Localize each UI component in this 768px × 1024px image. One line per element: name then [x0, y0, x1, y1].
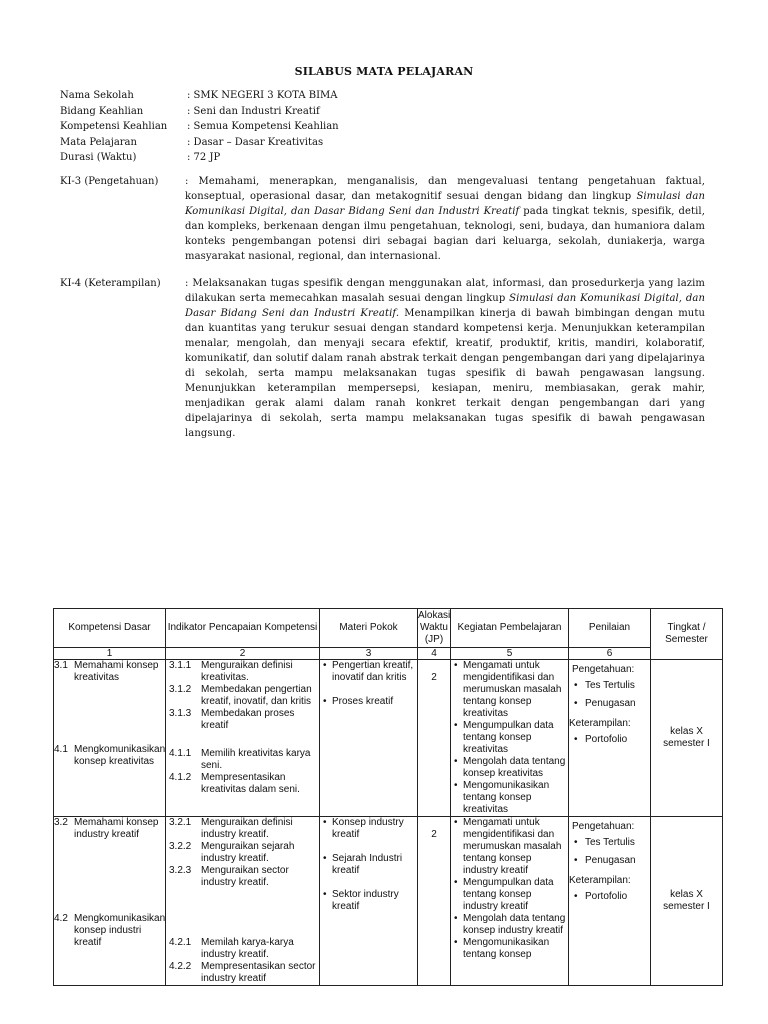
- jp-cell: 2: [418, 817, 451, 986]
- kd-item: [54, 817, 165, 841]
- indicator-number: 4.2.1: [169, 937, 192, 948]
- materi-cell: [320, 817, 418, 986]
- kd-text: Mengkomunikasikan konsep kreativitas: [74, 744, 166, 767]
- penilaian-item: • Portofolio: [569, 734, 650, 746]
- identity-label: Nama Sekolah: [60, 90, 134, 101]
- kegiatan-list: [451, 817, 568, 961]
- identity-label: Kompetensi Keahlian: [60, 121, 168, 132]
- tingkat-cell: kelas X semester I: [651, 817, 723, 986]
- indicator-text: Menguraikan sector industry kreatif.: [201, 865, 289, 888]
- column-number: 6: [569, 648, 651, 660]
- identity-label: Durasi (Waktu): [60, 152, 137, 163]
- indicator-item: [166, 708, 319, 732]
- ki4-section: [60, 276, 705, 441]
- ki3-text-part: pada tingkat teknis, spesifik, detil, dan kompleks, berkenaan dengan ilmu pengetahuan, teknologi, seni, budaya, dan humaniora dalam konteks pengembangan potensi diri sebagai bagian dari keluarga, sekolah, duniakerja, warga masyarakat nasional, regional, dan internasional.: [185, 206, 705, 262]
- indicator-text: Memilah karya-karya industry kreatif.: [201, 937, 294, 960]
- ki4-text: [185, 276, 705, 441]
- kegiatan-cell: [451, 817, 569, 986]
- materi-cell: [320, 660, 418, 817]
- penilaian-heading: Pengetahuan:: [572, 664, 635, 675]
- column-header: Indikator Pencapaian Kompetensi: [166, 609, 320, 648]
- materi-item: • Konsep industry kreatif: [332, 817, 417, 841]
- column-number: 3: [320, 648, 418, 660]
- column-header: Penilaian: [569, 609, 651, 648]
- ki3-section: [60, 174, 705, 264]
- indicator-number: 3.1.2: [169, 684, 192, 695]
- column-number: 2: [166, 648, 320, 660]
- kd-number: 4.1: [54, 744, 68, 755]
- identity-value: : 72 JP: [187, 152, 221, 163]
- penilaian-item: • Tes Tertulis: [569, 680, 650, 692]
- column-header: Kegiatan Pembelajaran: [451, 609, 569, 648]
- indicator-number: 3.2.1: [169, 817, 192, 828]
- penilaian-item: • Penugasan: [569, 855, 650, 867]
- penilaian-item: • Penugasan: [569, 698, 650, 710]
- kegiatan-item: • Mengamati untuk mengidentifikasi dan merumuskan masalah tentang konsep kreativitas: [463, 660, 568, 720]
- indicator-item: [166, 937, 319, 961]
- ki4-text-part: : Melaksanakan tugas spesifik dengan menggunakan alat, informasi, dan prosedurkerja yang lazim dilakukan serta memecahkan masalah sesuai dengan lingkup: [185, 278, 705, 304]
- indicator-text: Membedakan proses kreatif: [201, 708, 295, 731]
- identity-block: [60, 88, 339, 166]
- column-number-row: [54, 648, 723, 660]
- kd-cell: [54, 660, 166, 817]
- table-header-row: [54, 609, 723, 648]
- materi-item: • Sejarah Industri kreatif: [332, 853, 417, 877]
- indicator-number: 4.2.2: [169, 961, 192, 972]
- kd-text: Memahami konsep kreativitas: [74, 660, 159, 683]
- column-number: 4: [418, 648, 451, 660]
- ki3-text-part: : Memahami, menerapkan, menganalisis, dan mengevaluasi tentang pengetahuan faktual, konseptual, operasional dasar, dan metakognitif sesuai dengan bidang dan lingkup: [185, 176, 705, 202]
- indicator-number: 4.1.1: [169, 748, 192, 759]
- identity-label: Bidang Keahlian: [60, 105, 144, 117]
- kegiatan-item: • Mengamati untuk mengidentifikasi dan merumuskan masalah tentang konsep industry kreatif: [463, 817, 568, 877]
- penilaian-heading: Keterampilan:: [569, 875, 631, 886]
- kd-item: [54, 913, 165, 949]
- indicator-number: 3.1.3: [169, 708, 192, 719]
- identity-row: [60, 150, 339, 166]
- indicator-cell: [166, 817, 320, 986]
- indicator-text: Memilih kreativitas karya seni.: [201, 748, 311, 771]
- indicator-item: [166, 961, 319, 985]
- penilaian-cell: [569, 660, 651, 817]
- kegiatan-item: • Mengolah data tentang konsep industry kreatif: [463, 913, 568, 937]
- kd-item: [54, 660, 165, 684]
- indicator-item: [166, 841, 319, 865]
- kegiatan-item: • Mengolah data tentang konsep kreativitas: [463, 756, 568, 780]
- document-title: SILABUS MATA PELAJARAN: [294, 65, 474, 78]
- tingkat-cell: kelas X semester I: [651, 660, 723, 817]
- indicator-number: 3.2.3: [169, 865, 192, 876]
- indicator-text: Membedakan pengertian kreatif, inovatif, dan kritis: [201, 684, 312, 707]
- indicator-number: 3.2.2: [169, 841, 192, 852]
- ki3-text-italic: Simulasi dan Komunikasi Digital, dan Dasar Bidang Seni dan Industri Kreatif: [185, 191, 705, 217]
- ki4-label: KI-4 (Keterampilan): [60, 278, 161, 289]
- kegiatan-item: • Mengumpulkan data tentang konsep kreativitas: [463, 720, 568, 756]
- indicator-item: [166, 865, 319, 889]
- identity-row: [60, 88, 339, 104]
- ki3-label: KI-3 (Pengetahuan): [60, 176, 159, 187]
- indicator-text: Menguraikan definisi kreativitas.: [201, 660, 293, 683]
- table-row: [54, 660, 723, 817]
- column-number: 5: [451, 648, 569, 660]
- identity-row: [60, 135, 339, 151]
- kegiatan-item: • Mengomunikasikan tentang konsep kreativitas: [463, 780, 568, 816]
- syllabus-table: [53, 608, 723, 986]
- indicator-item: [166, 817, 319, 841]
- indicator-item: [166, 748, 319, 772]
- indicator-number: 4.1.2: [169, 772, 192, 783]
- identity-value: : Dasar – Dasar Kreativitas: [187, 136, 324, 148]
- identity-row: [60, 119, 339, 135]
- kd-text: Mengkomunikasikan konsep industri kreatif: [74, 913, 166, 948]
- kd-number: 4.2: [54, 913, 68, 924]
- materi-item: • Sektor industry kreatif: [332, 889, 417, 913]
- column-header: Kompetensi Dasar: [54, 609, 166, 648]
- penilaian-item: • Tes Tertulis: [569, 837, 650, 849]
- identity-value: : Seni dan Industri Kreatif: [187, 105, 320, 117]
- column-header: Alokasi Waktu (JP): [418, 609, 451, 648]
- penilaian-cell: [569, 817, 651, 986]
- indicator-text: Menguraikan sejarah industry kreatif.: [201, 841, 295, 864]
- penilaian-heading: Pengetahuan:: [572, 821, 635, 832]
- kd-cell: [54, 817, 166, 986]
- kegiatan-item: • Mengumpulkan data tentang konsep industry kreatif: [463, 877, 568, 913]
- ki4-text-italic: Simulasi dan Komunikasi Digital, dan Dasar Bidang Seni dan Industri Kreatif.: [185, 293, 706, 319]
- materi-item: • Proses kreatif: [332, 696, 417, 708]
- ki3-text: [185, 174, 705, 264]
- kegiatan-list: [451, 660, 568, 816]
- kd-item: [54, 744, 165, 768]
- identity-row: [60, 104, 339, 120]
- indicator-item: [166, 684, 319, 708]
- penilaian-heading: Keterampilan:: [569, 718, 631, 729]
- materi-item: • Pengertian kreatif, inovatif dan kritis: [332, 660, 417, 684]
- table-row: [54, 817, 723, 986]
- indicator-text: Mempresentasikan sector industry kreatif: [201, 961, 316, 984]
- identity-value: : Semua Kompetensi Keahlian: [187, 121, 339, 132]
- indicator-text: Menguraikan definisi industry kreatif.: [201, 817, 293, 840]
- kegiatan-cell: [451, 660, 569, 817]
- jp-cell: 2: [418, 660, 451, 817]
- identity-value: : SMK NEGERI 3 KOTA BIMA: [187, 90, 338, 101]
- ki4-text-part: Menampilkan kinerja di bawah bimbingan dengan mutu dan kuantitas yang terukur sesuai dengan standard kompetensi kerja. Menunjukkan keterampilan menalar, mengolah, dan menyaji secara efektif, kreatif, produktif, kritis, mandiri, kolaboratif, komunikatif, dan solutif dalam ranah abstrak terkait dengan pengembangan dari yang dipelajarinya di sekolah, serta mampu melaksanakan tugas spesifik di bawah pengawasan langsung. Menunjukkan keterampilan mempersepsi, kesiapan, meniru, membiasakan, gerak mahir, menjadikan gerak alami dalam ranah konkret terkait dengan pengembangan dari yang dipelajarinya di sekolah, serta mampu melaksanakan tugas spesifik di bawah pengawasan langsung.: [185, 308, 705, 439]
- kd-number: 3.2: [54, 817, 68, 828]
- column-number: 1: [54, 648, 166, 660]
- indicator-text: Mempresentasikan kreativitas dalam seni.: [201, 772, 300, 795]
- indicator-cell: [166, 660, 320, 817]
- indicator-item: [166, 660, 319, 684]
- indicator-number: 3.1.1: [169, 660, 192, 671]
- kd-text: Memahami konsep industry kreatif: [74, 817, 159, 840]
- materi-list: [320, 660, 417, 708]
- penilaian-item: • Portofolio: [569, 891, 650, 903]
- kd-number: 3.1: [54, 660, 68, 671]
- materi-list: [320, 817, 417, 913]
- identity-label: Mata Pelajaran: [60, 136, 137, 148]
- column-header: Tingkat / Semester: [651, 609, 723, 660]
- indicator-item: [166, 772, 319, 796]
- kegiatan-item: • Mengomunikasikan tentang konsep: [463, 937, 568, 961]
- column-header: Materi Pokok: [320, 609, 418, 648]
